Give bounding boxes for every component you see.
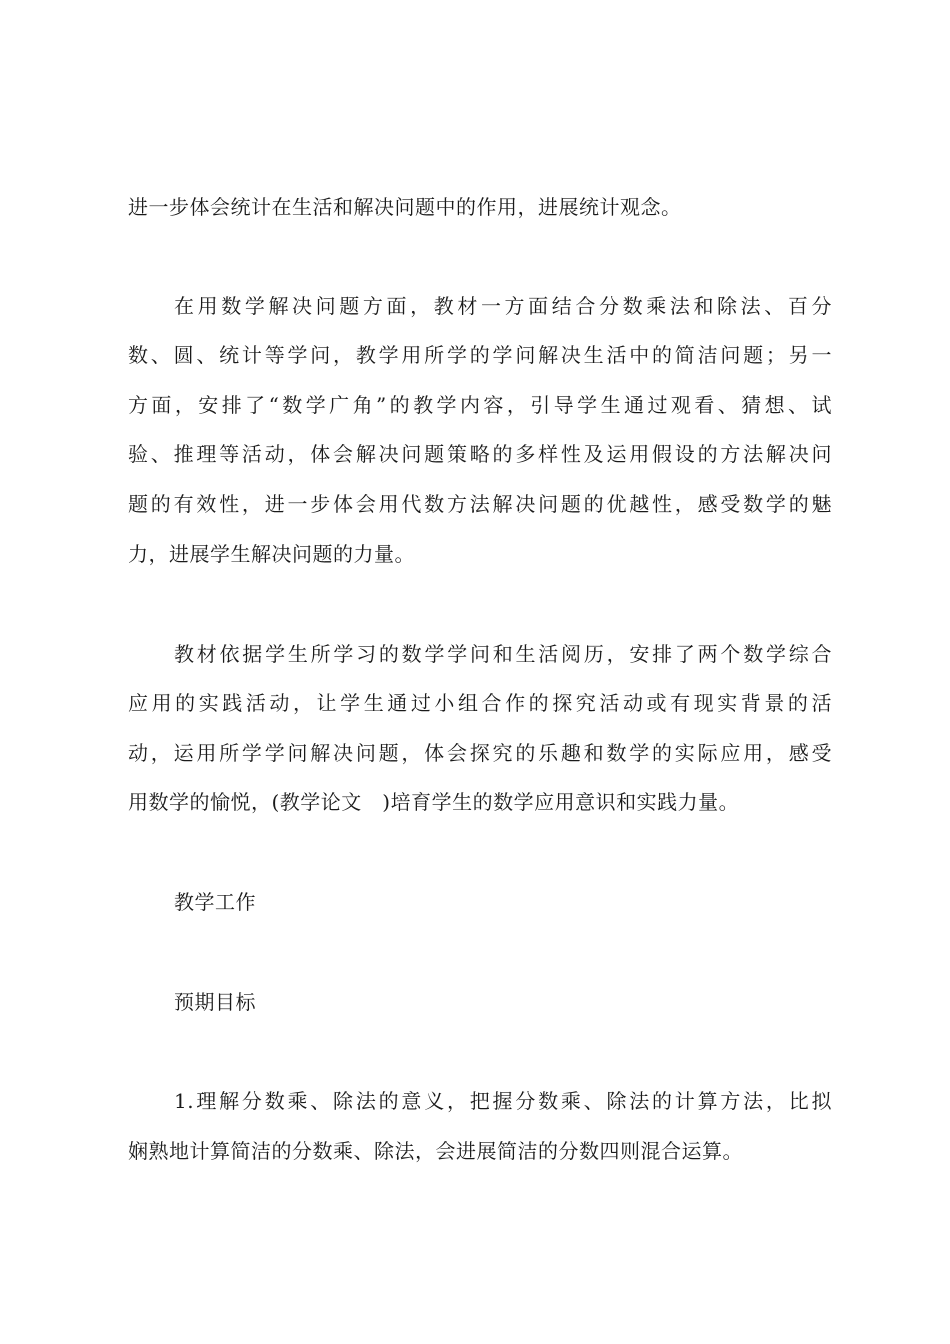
paragraph-2-line-2: 数、圆、统计等学问，教学用所学的学问解决生活中的简洁问题；另一: [128, 343, 832, 367]
paragraph-1-line-1: 进一步体会统计在生活和解决问题中的作用，进展统计观念。: [128, 195, 682, 219]
paragraph-2-line-5: 题的有效性，进一步体会用代数方法解决问题的优越性，感受数学的魅: [128, 492, 832, 516]
paragraph-2-line-6: 力，进展学生解决问题的力量。: [128, 542, 415, 566]
goal-1-line-1: 1.理解分数乘、除法的意义，把握分数乘、除法的计算方法，比拟: [174, 1089, 832, 1113]
goal-1-line-2: 娴熟地计算简洁的分数乘、除法，会进展简洁的分数四则混合运算。: [128, 1139, 743, 1163]
paragraph-3-line-1: 教材依据学生所学习的数学学问和生活阅历，安排了两个数学综合: [174, 642, 832, 666]
section-heading-expected-goals: 预期目标: [174, 990, 256, 1014]
paragraph-2-line-1: 在用数学解决问题方面，教材一方面结合分数乘法和除法、百分: [174, 294, 832, 318]
paragraph-2-line-3: 方面，安排了“数学广角”的教学内容，引导学生通过观看、猜想、试: [128, 393, 832, 417]
paragraph-3-line-4: 用数学的愉悦，(教学论文 )培育学生的数学应用意识和实践力量。: [128, 790, 740, 814]
paragraph-3-line-3: 动，运用所学学问解决问题，体会探究的乐趣和数学的实际应用，感受: [128, 741, 832, 765]
section-heading-teaching-work: 教学工作: [174, 890, 256, 914]
paragraph-3-line-2: 应用的实践活动，让学生通过小组合作的探究活动或有现实背景的活: [128, 691, 832, 715]
paragraph-2-line-4: 验、推理等活动，体会解决问题策略的多样性及运用假设的方法解决问: [128, 442, 832, 466]
